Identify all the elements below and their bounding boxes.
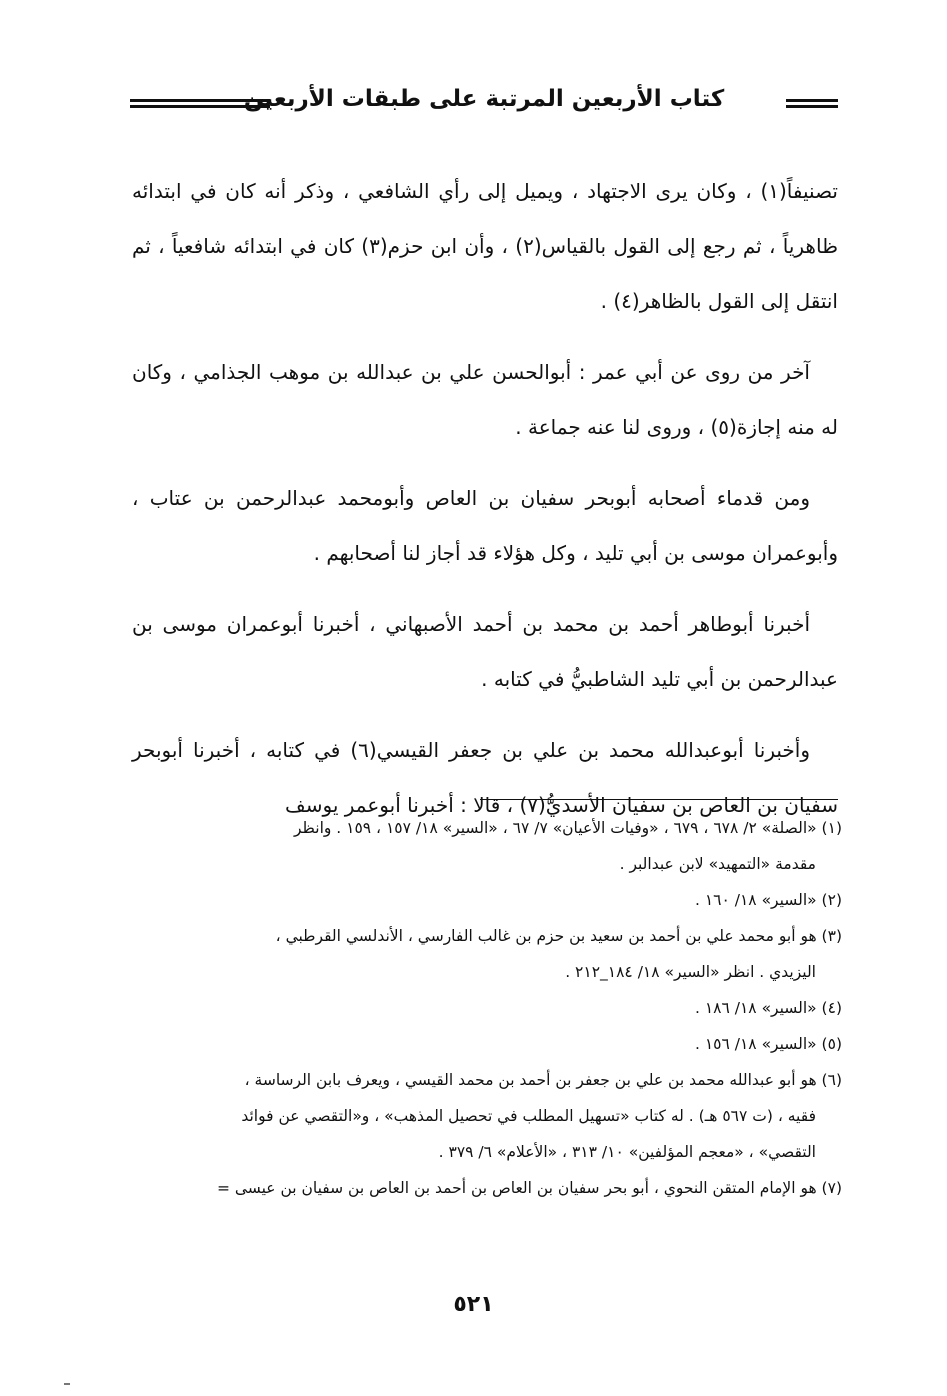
footnote-4-line-1: (٤) «السير» ١٨/ ١٨٦ . — [694, 999, 842, 1017]
footnote-4 — [130, 990, 842, 1026]
footnote-7 — [130, 1170, 842, 1206]
footnote-6 — [130, 1062, 842, 1170]
footnote-2-line-1: (٢) «السير» ١٨/ ١٦٠ . — [694, 891, 842, 909]
header-rule-right — [786, 99, 838, 108]
footnote-3 — [130, 918, 842, 990]
header-title: كتاب الأربعين المرتبة على طبقات الأربعين — [243, 86, 725, 112]
footnote-3-line-2: اليزيدي . انظر «السير» ١٨/ ١٨٤_٢١٢ . — [565, 963, 816, 981]
footnote-3-line-1: (٣) هو أبو محمد علي بن أحمد بن سعيد بن حزم بن غالب الفارسي ، الأندلسي القرطبي ، — [275, 927, 842, 945]
paragraph-3: ومن قدماء أصحابه أبوبحر سفيان بن العاص وأبومحمد عبدالرحمن بن عتاب ، وأبوعمران موسى بن أبي تليد ، وكل هؤلاء قد أجاز لنا أصحابهم . — [132, 486, 838, 565]
running-header — [130, 82, 838, 128]
footnote-1-line-2: مقدمة «التمهيد» لابن عبدالبر . — [619, 855, 816, 873]
footnote-7-line-1: (٧) هو الإمام المتقن النحوي ، أبو بحر سفيان بن العاص بن أحمد بن العاص بن سفيان بن عيسى = — [216, 1179, 842, 1197]
scan-mark — [64, 1383, 70, 1385]
footnote-separator — [480, 799, 838, 800]
footnote-5 — [130, 1026, 842, 1062]
footnote-2 — [130, 882, 842, 918]
footnotes — [130, 810, 842, 1206]
footnote-6-line-1: (٦) هو أبو عبدالله محمد بن علي بن جعفر بن أحمد بن محمد القيسي ، ويعرف بابن الرساسة ، — [244, 1071, 842, 1089]
paragraph-1: تصنيفاً(١) ، وكان يرى الاجتهاد ، ويميل إلى رأي الشافعي ، وذكر أنه كان في ابتدائه ظاهرياً ، ثم رجع إلى القول بالقياس(٢) ، وأن ابن حزم(٣) كان في ابتدائه شافعياً ، ثم انتقل إلى القول بالظاهر(٤) . — [132, 179, 838, 313]
footnote-1 — [130, 810, 842, 882]
footnote-5-line-1: (٥) «السير» ١٨/ ١٥٦ . — [694, 1035, 842, 1053]
footnote-6-line-3: التقصي» ، «معجم المؤلفين» ١٠/ ٣١٣ ، «الأعلام» ٦/ ٣٧٩ . — [438, 1143, 816, 1161]
main-text — [132, 164, 838, 849]
paragraph-5: وأخبرنا أبوعبدالله محمد بن علي بن جعفر القيسي(٦) في كتابه ، أخبرنا أبوبحر سفيان بن العاص بن سفيان الأسديُّ(٧) ، قالا : أخبرنا أبوعمر يوسف — [132, 738, 838, 817]
paragraph-4: أخبرنا أبوطاهر أحمد بن محمد بن أحمد الأصبهاني ، أخبرنا أبوعمران موسى بن عبدالرحمن بن أبي تليد الشاطبيُّ في كتابه . — [132, 612, 838, 691]
paragraph-2: آخر من روى عن أبي عمر : أبوالحسن علي بن عبدالله بن موهب الجذامي ، وكان له منه إجازة(٥) ، وروى لنا عنه جماعة . — [132, 360, 838, 439]
footnote-1-line-1: (١) «الصلة» ٢/ ٦٧٨ ، ٦٧٩ ، «وفيات الأعيان» ٧/ ٦٧ ، «السير» ١٨/ ١٥٧ ، ١٥٩ . وانظر — [293, 819, 842, 837]
footnote-6-line-2: فقيه ، (ت ٥٦٧ هـ) . له كتاب «تسهيل المطلب في تحصيل المذهب» ، و«التقصي عن فوائد — [241, 1107, 816, 1125]
page-number: ٥٢١ — [453, 1292, 494, 1317]
